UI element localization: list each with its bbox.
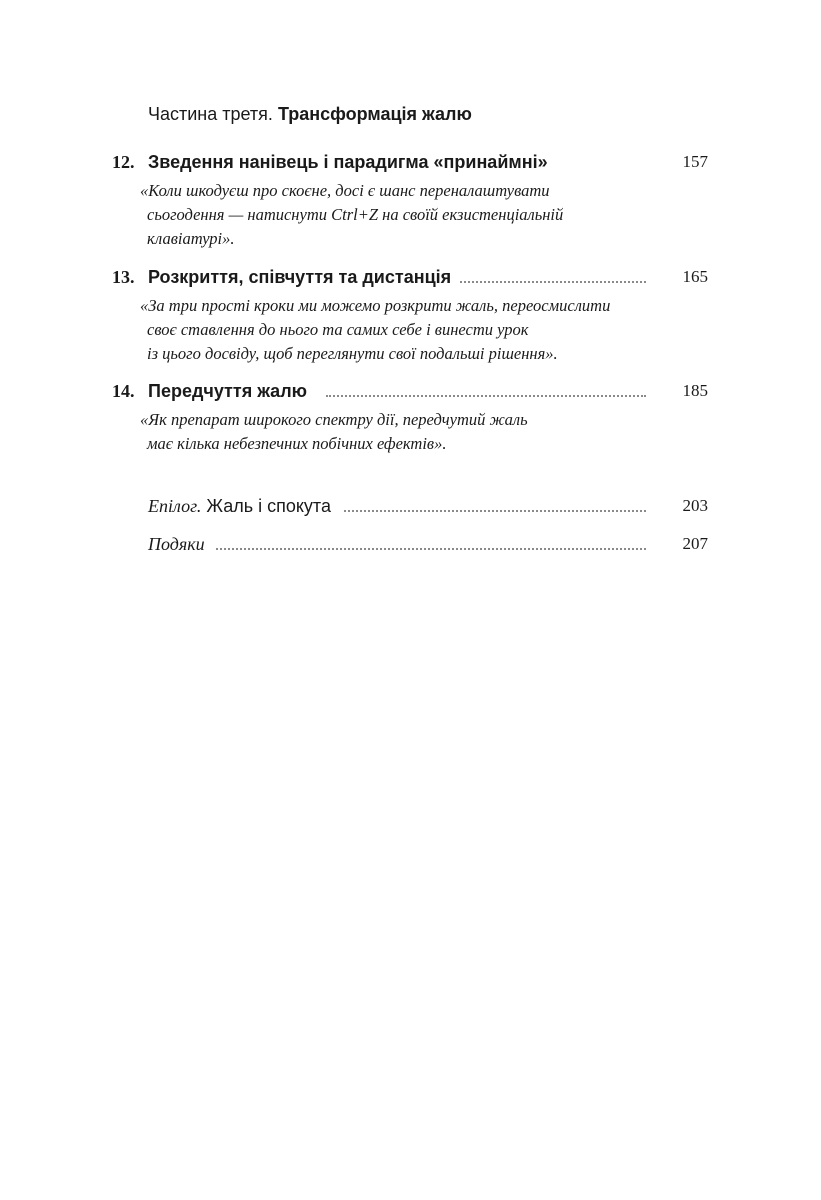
epigraph-line: «За три прості кроки ми можемо розкрити жаль, переосмислити bbox=[140, 296, 611, 315]
epigraph-line: має кілька небезпечних побічних ефектів». bbox=[147, 434, 447, 453]
part-heading bbox=[148, 104, 472, 125]
acknowledgements-label: Подяки bbox=[148, 534, 205, 554]
epigraph-line: сьогодення — натиснути Ctrl+Z на своїй екзистенціальній bbox=[147, 205, 564, 224]
epigraph-line: із цього досвіду, щоб переглянути свої подальші рішення». bbox=[147, 344, 558, 363]
chapter-title[interactable]: Передчуття жалю bbox=[148, 378, 315, 404]
dot-leader bbox=[344, 510, 646, 512]
chapter-epigraph bbox=[140, 408, 528, 456]
part-label: Частина третя. bbox=[148, 104, 273, 124]
chapter-epigraph bbox=[140, 294, 610, 366]
dot-leader bbox=[326, 395, 646, 397]
toc-entry-acknowledgements[interactable] bbox=[112, 531, 708, 557]
epigraph-line: «Коли шкодуєш про скоєне, досі є шанс переналаштувати bbox=[140, 181, 550, 200]
epigraph-line: своє ставлення до нього та самих себе і винести урок bbox=[147, 320, 529, 339]
chapter-title[interactable]: Зведення нанівець і парадигма «принаймні» bbox=[148, 149, 556, 175]
chapter-number: 13. bbox=[112, 267, 135, 287]
page-number: 203 bbox=[682, 496, 708, 515]
toc-entry-chapter-14[interactable] bbox=[112, 378, 708, 404]
page-number: 157 bbox=[682, 152, 708, 171]
epilogue-title[interactable] bbox=[148, 493, 339, 519]
page-number: 185 bbox=[682, 381, 708, 400]
dot-leader bbox=[460, 281, 646, 283]
chapter-number: 14. bbox=[112, 381, 135, 401]
epigraph-line: «Як препарат широкого спектру дії, передчутий жаль bbox=[140, 410, 528, 429]
page-number: 207 bbox=[682, 534, 708, 553]
toc-entry-chapter-13[interactable] bbox=[112, 264, 708, 290]
dot-leader bbox=[216, 548, 646, 550]
chapter-title[interactable]: Розкриття, співчуття та дистанція bbox=[148, 264, 459, 290]
toc-entry-epilogue[interactable] bbox=[112, 493, 708, 519]
epilogue-label: Епілог. bbox=[148, 496, 202, 516]
epigraph-line: клавіатурі». bbox=[147, 229, 235, 248]
part-title: Трансформація жалю bbox=[277, 104, 472, 124]
toc-entry-chapter-12[interactable] bbox=[112, 149, 708, 175]
chapter-epigraph bbox=[140, 179, 563, 251]
page-number: 165 bbox=[682, 267, 708, 286]
acknowledgements-title[interactable] bbox=[148, 531, 213, 557]
chapter-number: 12. bbox=[112, 152, 135, 172]
epilogue-name: Жаль і спокута bbox=[206, 496, 331, 516]
